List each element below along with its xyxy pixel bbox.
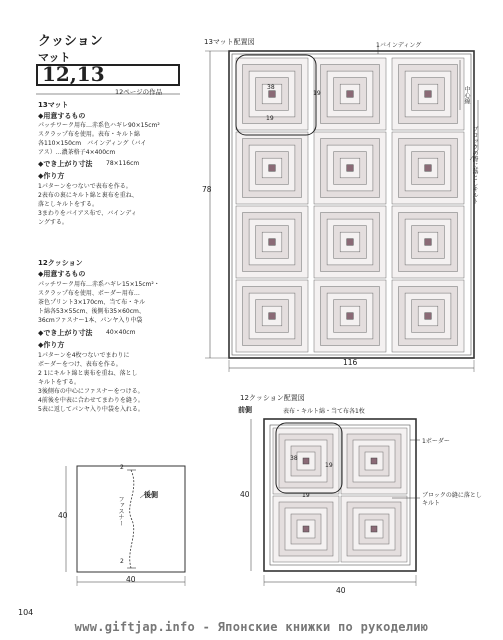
mat-dim-width: 116 bbox=[343, 358, 358, 367]
cushion-diagram-title: 12クッション配置図 bbox=[240, 394, 305, 402]
mat13-step: 1パターンをつないで表布を作る。 bbox=[38, 183, 132, 190]
cushion-dim-19b: 19 bbox=[302, 492, 310, 499]
cushion-front-label: 前側 bbox=[238, 406, 252, 414]
block-center bbox=[347, 313, 354, 320]
zipper-line bbox=[130, 470, 134, 568]
mat13-material-line: パッチワーク用布…赤系色ハギレ90×15cm² bbox=[38, 122, 160, 129]
mat-binding-label: 1バインディング bbox=[376, 42, 422, 49]
back-side-label: 後側 bbox=[144, 491, 158, 499]
mat13-step: 落としキルトをする。 bbox=[38, 201, 98, 208]
cushion-front-note: 表布・キルト綿・当て布各1枚 bbox=[283, 408, 365, 415]
mat-dim-19a: 19 bbox=[313, 90, 321, 97]
cushion12-step: 3後側布の中心にファスナーをつける。 bbox=[38, 388, 144, 395]
back-dim-top: 2 bbox=[120, 464, 124, 471]
cushion12-size-value: 40×40cm bbox=[106, 329, 136, 336]
page-number: 104 bbox=[18, 608, 34, 617]
block-center bbox=[425, 239, 432, 246]
mat13-material-line: 各110×150cm バインディング（バイ bbox=[38, 140, 147, 147]
block-center bbox=[425, 91, 432, 98]
block-center bbox=[269, 313, 276, 320]
mat13-method-heading: ◆作り方 bbox=[38, 172, 65, 180]
cushion12-material-line: 36cmファスナー1本、パンヤ入り中袋 bbox=[38, 317, 143, 324]
mat-block-grid bbox=[236, 58, 464, 352]
mat-center-label: 中心線 bbox=[463, 86, 470, 104]
mat13-step: ングする。 bbox=[38, 219, 68, 226]
back-dim-height: 40 bbox=[58, 511, 68, 520]
cushion12-size-heading: ◆でき上がり寸法 bbox=[38, 329, 93, 337]
mat13-step: 3まわりをバイアス布で、バインディ bbox=[38, 210, 137, 217]
cushion12-step: キルトをする。 bbox=[38, 379, 80, 386]
cushion-dim-19a: 19 bbox=[325, 462, 333, 469]
mat-dim-center: 38 bbox=[267, 84, 275, 91]
block-center bbox=[269, 91, 276, 98]
title-line2: マット bbox=[38, 51, 71, 64]
cushion12-step: ボーダーをつけ、表布を作る。 bbox=[38, 361, 122, 368]
mat-diagram-title: 13マット配置図 bbox=[204, 38, 255, 46]
cushion12-material-line: スクラップ布を使用、ボーダー用布… bbox=[38, 290, 140, 297]
page-reference: 12ページの作品 bbox=[115, 88, 163, 96]
cushion12-material-line: 茶色プリント3×170cm、当て布・キル bbox=[38, 299, 146, 306]
cushion-block-grid bbox=[273, 428, 407, 562]
mat13-steps bbox=[38, 182, 194, 227]
block-center bbox=[347, 165, 354, 172]
cushion-dim-height: 40 bbox=[240, 490, 250, 499]
mat-quilt-label: ブロックの際に落としキルト bbox=[471, 126, 478, 204]
block-center bbox=[425, 165, 432, 172]
mat13-material-line: スクラップ布を使用。表布・キルト綿 bbox=[38, 131, 140, 138]
zipper-label: ファスナー bbox=[117, 496, 124, 526]
block-center bbox=[269, 239, 276, 246]
title-line1: クッション bbox=[38, 34, 103, 49]
block-center bbox=[303, 526, 309, 532]
cushion-quilt-label: ブロックの縫に落としキルト bbox=[422, 492, 482, 507]
mat13-step: 2表布の裏にキルト綿と裏布を重ね、 bbox=[38, 192, 138, 199]
cushion12-step: 2 1にキルト綿と裏布を重ね、落とし bbox=[38, 370, 138, 377]
mat13-heading: 13マット bbox=[38, 101, 69, 109]
cushion-border-label: 1ボーダー bbox=[422, 438, 450, 445]
mat13-size-value: 78×116cm bbox=[106, 160, 140, 167]
mat13-size-heading: ◆でき上がり寸法 bbox=[38, 160, 93, 168]
cushion12-materials-heading: ◆用意するもの bbox=[38, 270, 86, 278]
block-center bbox=[425, 313, 432, 320]
cushion-dim-center: 38 bbox=[290, 455, 298, 462]
block-center bbox=[347, 91, 354, 98]
cushion12-material-line: ト綿各53×55cm、後側布35×60cm、 bbox=[38, 308, 145, 315]
block-center bbox=[371, 526, 377, 532]
cushion12-material-line: パッチワーク用布…赤系ハギレ15×15cm²・ bbox=[38, 281, 160, 288]
block-center bbox=[347, 239, 354, 246]
mat-dim-19b: 19 bbox=[266, 115, 274, 122]
block-center bbox=[303, 458, 309, 464]
cushion12-heading: 12クッション bbox=[38, 259, 83, 267]
mat13-materials-heading: ◆用意するもの bbox=[38, 112, 86, 120]
cushion12-step: 1パターンを4枚つないでまわりに bbox=[38, 352, 130, 359]
block-center bbox=[269, 165, 276, 172]
cushion12-step: 5表に返してパンヤ入り中袋を入れる。 bbox=[38, 406, 144, 413]
mat13-material-line: アス）…濃茶格子4×400cm bbox=[38, 149, 116, 156]
back-panel-outline bbox=[77, 466, 185, 572]
mat13-materials bbox=[38, 121, 194, 157]
back-dim-bottom: 2 bbox=[120, 558, 124, 565]
cushion-dim-width: 40 bbox=[336, 586, 346, 595]
mat-dim-height: 78 bbox=[202, 185, 212, 194]
title-numbers: 12,13 bbox=[42, 62, 105, 86]
cushion12-method-heading: ◆作り方 bbox=[38, 341, 65, 349]
back-dim-width: 40 bbox=[126, 575, 136, 584]
block-center bbox=[371, 458, 377, 464]
cushion12-materials bbox=[38, 280, 194, 325]
cushion12-step: 4前後を中表に合わせてまわりを縫う。 bbox=[38, 397, 144, 404]
footer-watermark[interactable]: www.giftjap.info - Японские книжки по рукоделию bbox=[74, 620, 429, 634]
cushion12-steps bbox=[38, 351, 194, 414]
